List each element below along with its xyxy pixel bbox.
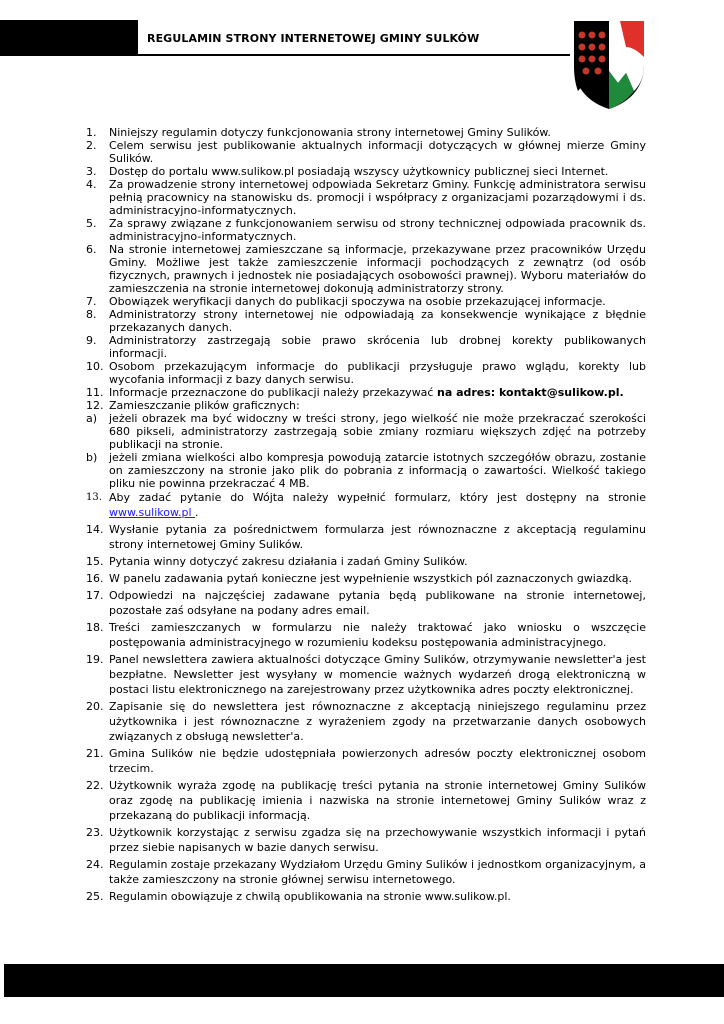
list-item: 21. Gmina Sulików nie będzie udostępniała powierzonych adresów poczty elektronicznej osobom trzecim. [86,747,646,775]
list-item: b) jeżeli zmiana wielkości albo kompresja powodują zatarcie istotnych szczegółów obrazu, zostanie on zamieszczony na stronie jako plik do pobrania z informacją o zawartości. Wielkość takiego pliku nie powinna przekraczać 4 MB. [86,451,646,490]
header-black-bar [0,20,138,56]
list-item: 22. Użytkownik wyraża zgodę na publikację treści pytania na stronie internetowej Gminy Sulików oraz zgodę na publikację imienia i nazwiska na stronie internetowej Gminy Sulików wraz z przekazaną do publikacji informacją. [86,779,646,822]
list-item: 10. Osobom przekazującym informacje do publikacji przysługuje prawo wglądu, korekty lub wycofania informacji z bazy danych serwisu. [86,360,646,386]
list-item: 16. W panelu zadawania pytań konieczne jest wypełnienie wszystkich pól zaznaczonych gwiazdką. [86,572,632,585]
regulations-list [86,126,646,906]
list-item: 24. Regulamin zostaje przekazany Wydziałom Urzędu Gminy Sulików i jednostkom organizacyjnym, a także zamieszczony na stronie głównej serwisu internetowego. [86,858,646,886]
list-item: 13. Aby zadać pytanie do Wójta należy wypełnić formularz, który jest dostępny na stronie www.sulikow.pl . [86,491,646,519]
contact-address: na adres: kontakt@sulikow.pl. [436,386,624,399]
list-item: 15. Pytania winny dotyczyć zakresu działania i zadań Gminy Sulików. [86,555,468,568]
footer-black-bar [4,964,724,997]
list-item: 11. Informacje przeznaczone do publikacji należy przekazywać na adres: kontakt@sulikow.pl. [86,386,624,399]
list-item: 18. Treści zamieszczanych w formularzu nie należy traktować jako wniosku o wszczęcie postępowania administracyjnego w rozumieniu kodeksu postępowania administracyjnego. [86,621,646,649]
list-item: 8. Administratorzy strony internetowej nie odpowiadają za konsekwencje wynikające z błędnie przekazanych danych. [86,308,646,334]
coat-of-arms-icon [568,17,650,110]
list-item: 17. Odpowiedzi na najczęściej zadawane pytania będą publikowane na stronie internetowej, pozostałe zaś odsyłane na podany adres email. [86,589,646,617]
list-item: 25. Regulamin obowiązuje z chwilą opublikowania na stronie www.sulikow.pl. [86,890,511,903]
page-title: REGULAMIN STRONY INTERNETOWEJ GMINY SULKÓW [147,32,480,45]
list-item: 12. Zamieszczanie plików graficznych: [86,399,300,412]
header-rule [138,54,570,56]
website-link[interactable]: www.sulikow.pl [109,506,196,519]
list-item: 9. Administratorzy zastrzegają sobie prawo skrócenia lub drobnej korekty publikowanych informacji. [86,334,646,360]
list-item: 20. Zapisanie się do newslettera jest równoznaczne z akceptacją niniejszego regulaminu przez użytkownika i jest równoznaczne z wyrażeniem zgody na przetwarzanie danych osobowych związanych z obsługą newsletter'a. [86,700,646,743]
list-item: 5. Za sprawy związane z funkcjonowaniem serwisu od strony technicznej odpowiada pracownik ds. administracyjno-informatycznych. [86,217,646,243]
item-text: Aby zadać pytanie do Wójta należy wypełnić formularz, który jest dostępny na stronie [109,491,646,504]
list-item: 7. Obowiązek weryfikacji danych do publikacji spoczywa na osobie przekazującej informacje. [86,295,606,308]
item-text-end: . [195,506,199,519]
list-item: 3. Dostęp do portalu www.sulikow.pl posiadają wszyscy użytkownicy publicznej sieci Internet. [86,165,609,178]
list-item: a) jeżeli obrazek ma być widoczny w treści strony, jego wielkość nie może przekraczać szerokości 680 pikseli, administratorzy zastrzegają sobie zmiany rozmiaru większych zdjęć na potrzeby publikacji na stronie. [86,412,646,451]
list-item: 4. Za prowadzenie strony internetowej odpowiada Sekretarz Gminy. Funkcję administratora serwisu pełnią pracownicy na stanowisku ds. promocji i współpracy z organizacjami pozarządowymi i ds. administracyjno-informatycznych. [86,178,646,217]
list-item: 2. Celem serwisu jest publikowanie aktualnych informacji dotyczących w głównej mierze Gminy Sulików. [86,139,646,165]
item-text: Informacje przeznaczone do publikacji należy przekazywać [109,386,437,399]
list-item: 23. Użytkownik korzystając z serwisu zgadza się na przechowywanie wszystkich informacji i pytań przez siebie napisanych w bazie danych serwisu. [86,826,646,854]
list-item: 6. Na stronie internetowej zamieszczane są informacje, przekazywane przez pracowników Urzędu Gminy. Możliwe jest także zamieszczenie informacji pochodzących z zewnątrz (od osób fizycznych, prawnych i jednostek nie posiadających osobowości prawnej). Wyboru materiałów do zamieszczenia na stronie internetowej dokonują administratorzy strony. [86,243,646,295]
list-item: 1. Niniejszy regulamin dotyczy funkcjonowania strony internetowej Gminy Sulików. [86,126,551,139]
list-item: 19. Panel newslettera zawiera aktualności dotyczące Gminy Sulików, otrzymywanie newsletter'a jest bezpłatne. Newsletter jest wysyłany w momencie ważnych wydarzeń drogą elektroniczną w postaci listu elektronicznego na zarejestrowany przez użytkownika adres poczty elektronicznej. [86,653,646,696]
list-item: 14. Wysłanie pytania za pośrednictwem formularza jest równoznaczne z akceptacją regulaminu strony internetowej Gminy Sulików. [86,523,646,551]
